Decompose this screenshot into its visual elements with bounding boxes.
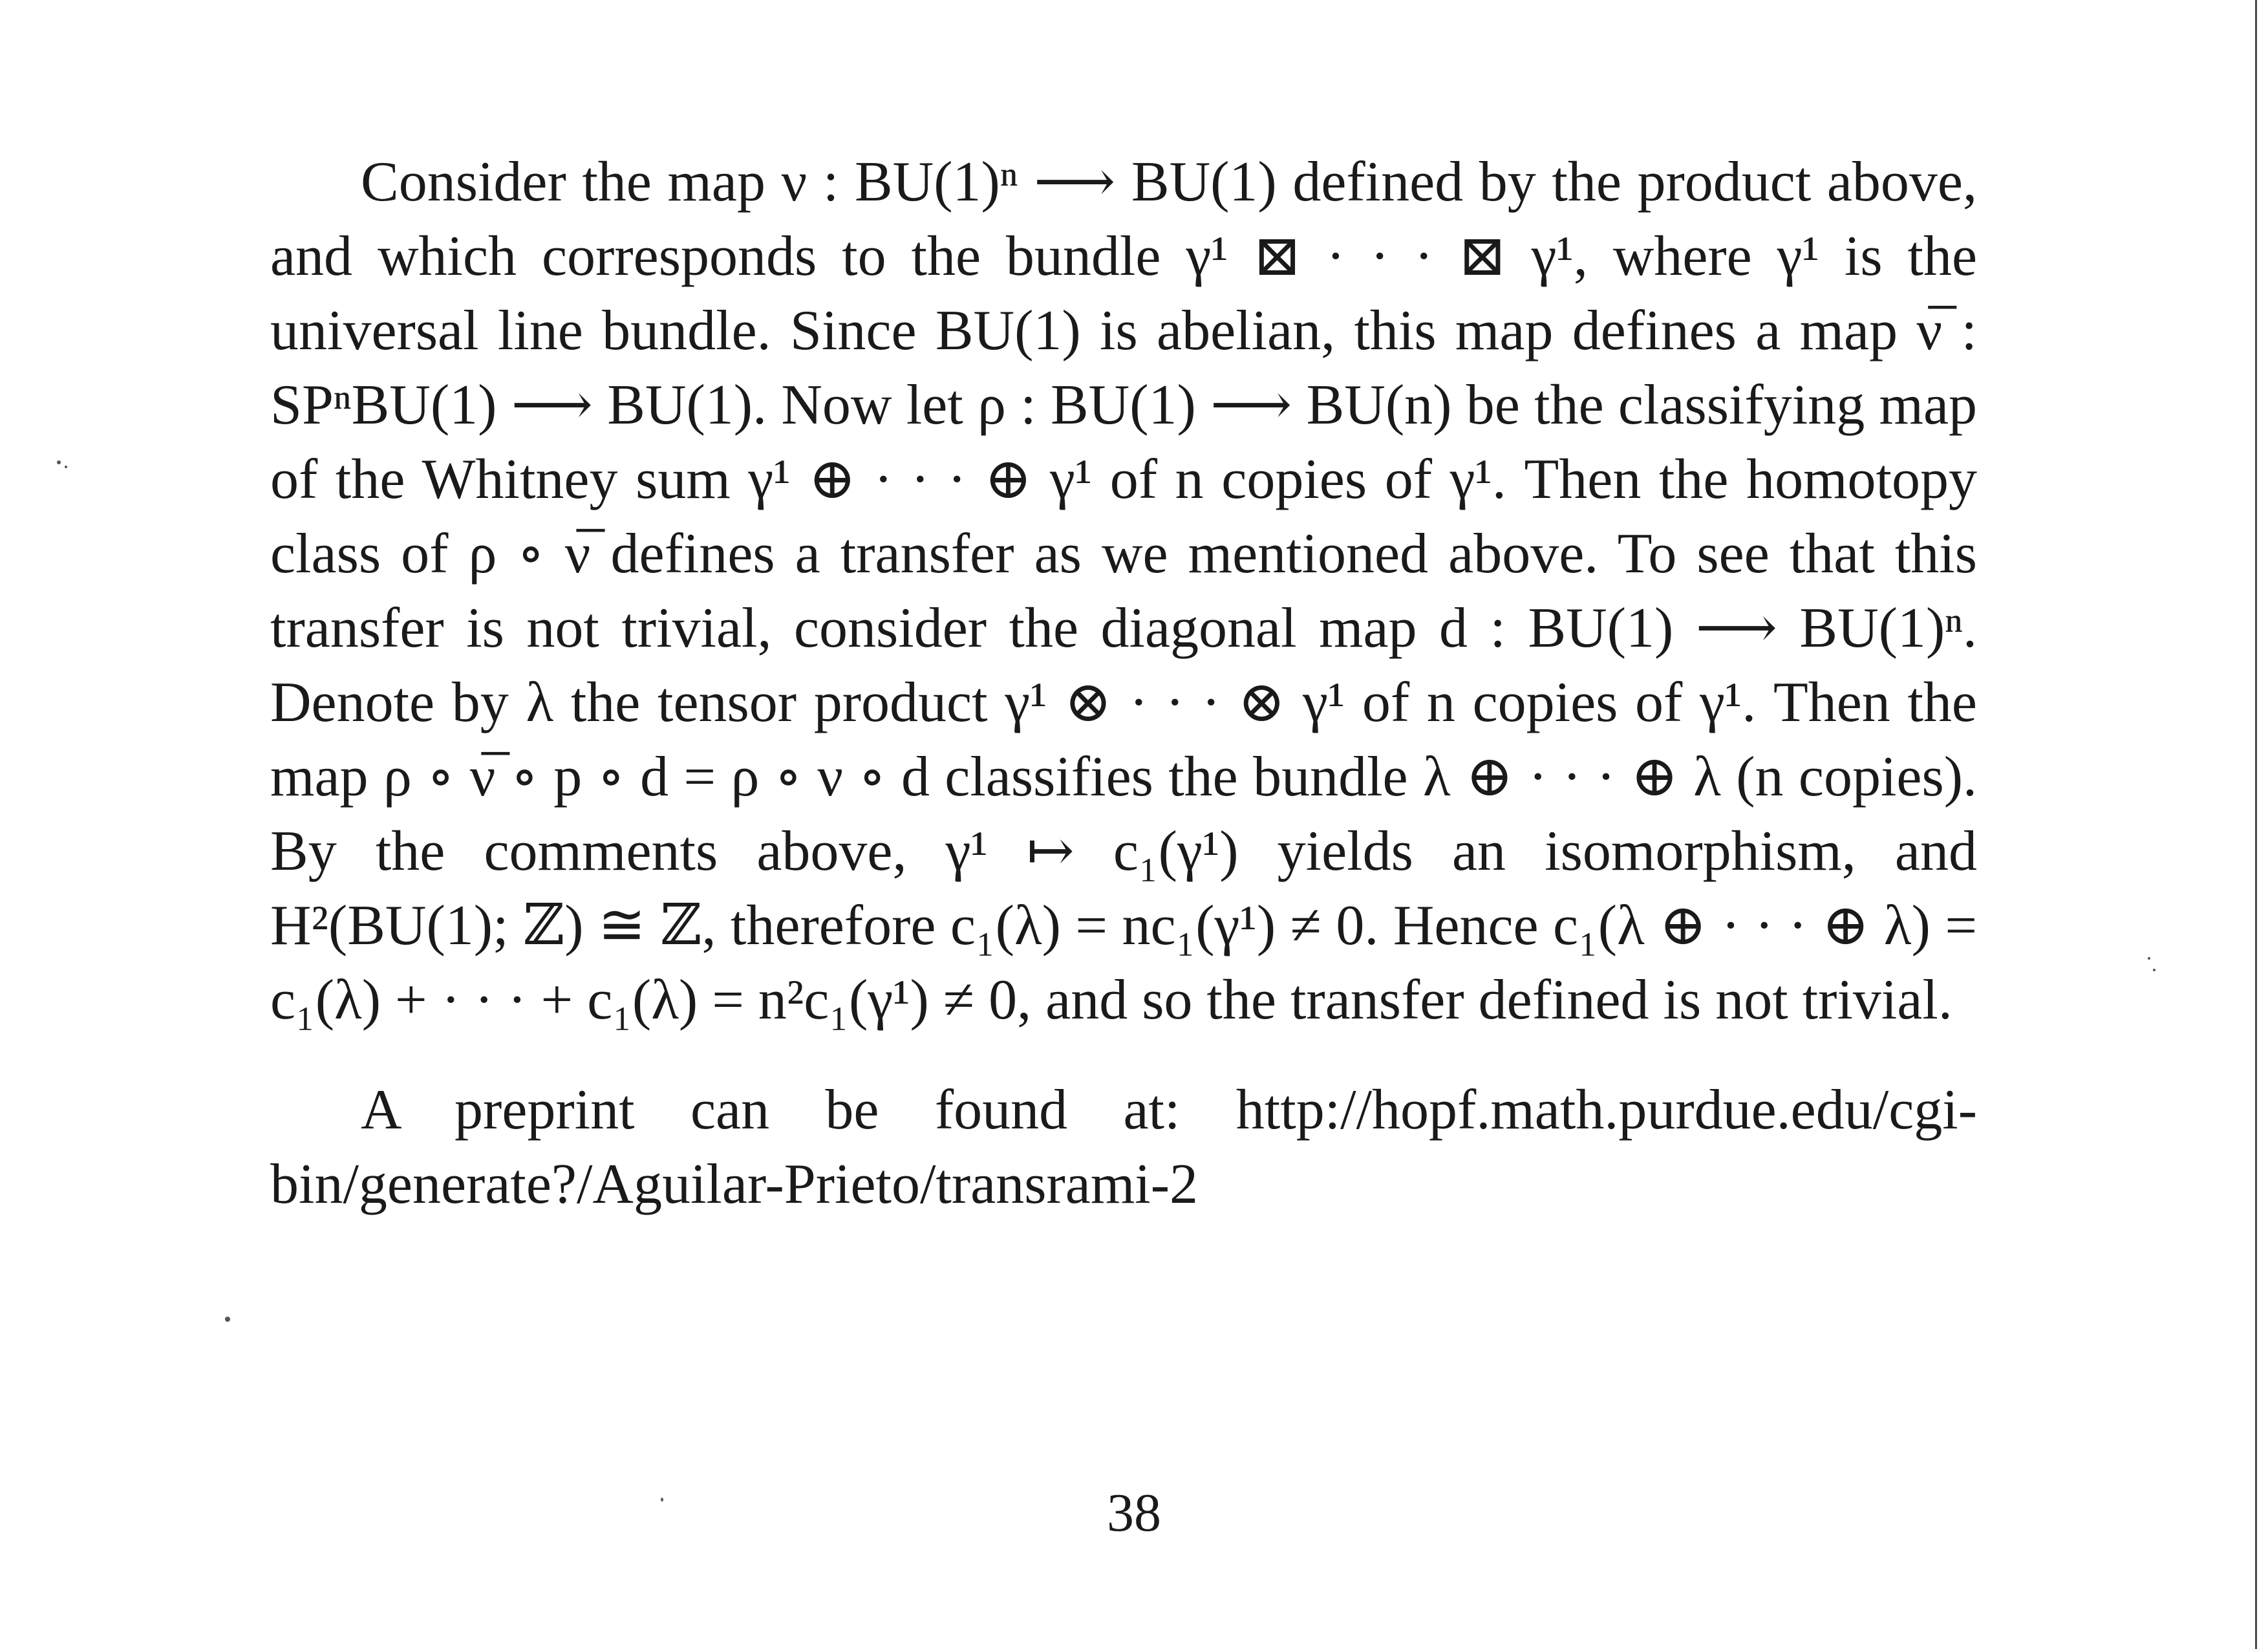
- scan-edge-line: [2255, 0, 2257, 1649]
- paragraph-preprint-link: A preprint can be found at: http://hopf.math.purdue.edu/cgi-bin/generate?/Aguilar-Prieto/transrami-2: [270, 1079, 1977, 1216]
- paragraph-transfer-proof: Consider the map ν : BU(1)ⁿ ⟶ BU(1) defined by the product above, and which corresponds to the bundle γ¹ ⊠ · · · ⊠ γ¹, where γ¹ is the universal line bundle. Since BU(1) is abelian, this map defines a map ν̅ : SPⁿBU(1) ⟶ BU(1). Now let ρ : BU(1) ⟶ BU(n) be the classifying map of the Whitney sum γ¹ ⊕ · · · ⊕ γ¹ of n copies of γ¹. Then the homotopy class of ρ ∘ ν̅ defines a transfer as we mentioned above. To see that this transfer is not trivial, consider the diagonal map d : BU(1) ⟶ BU(1)ⁿ. Denote by λ the tensor product γ¹ ⊗ · · · ⊗ γ¹ of n copies of γ¹. Then the map ρ ∘ ν̅ ∘ p ∘ d = ρ ∘ ν ∘ d classifies the bundle λ ⊕ · · · ⊕ λ (n copies). By the comments above, γ¹ ↦ c₁(γ¹) yields an isomorphism, and H²(BU(1); ℤ) ≅ ℤ, therefore c₁(λ) = nc₁(γ¹) ≠ 0. Hence c₁(λ ⊕ · · · ⊕ λ) = c₁(λ) + · · · + c₁(λ) = n²c₁(γ¹) ≠ 0, and so the transfer defined is not trivial.: [270, 151, 1977, 1031]
- body-text: [270, 145, 1977, 1222]
- page-number: 38: [1107, 1483, 1161, 1543]
